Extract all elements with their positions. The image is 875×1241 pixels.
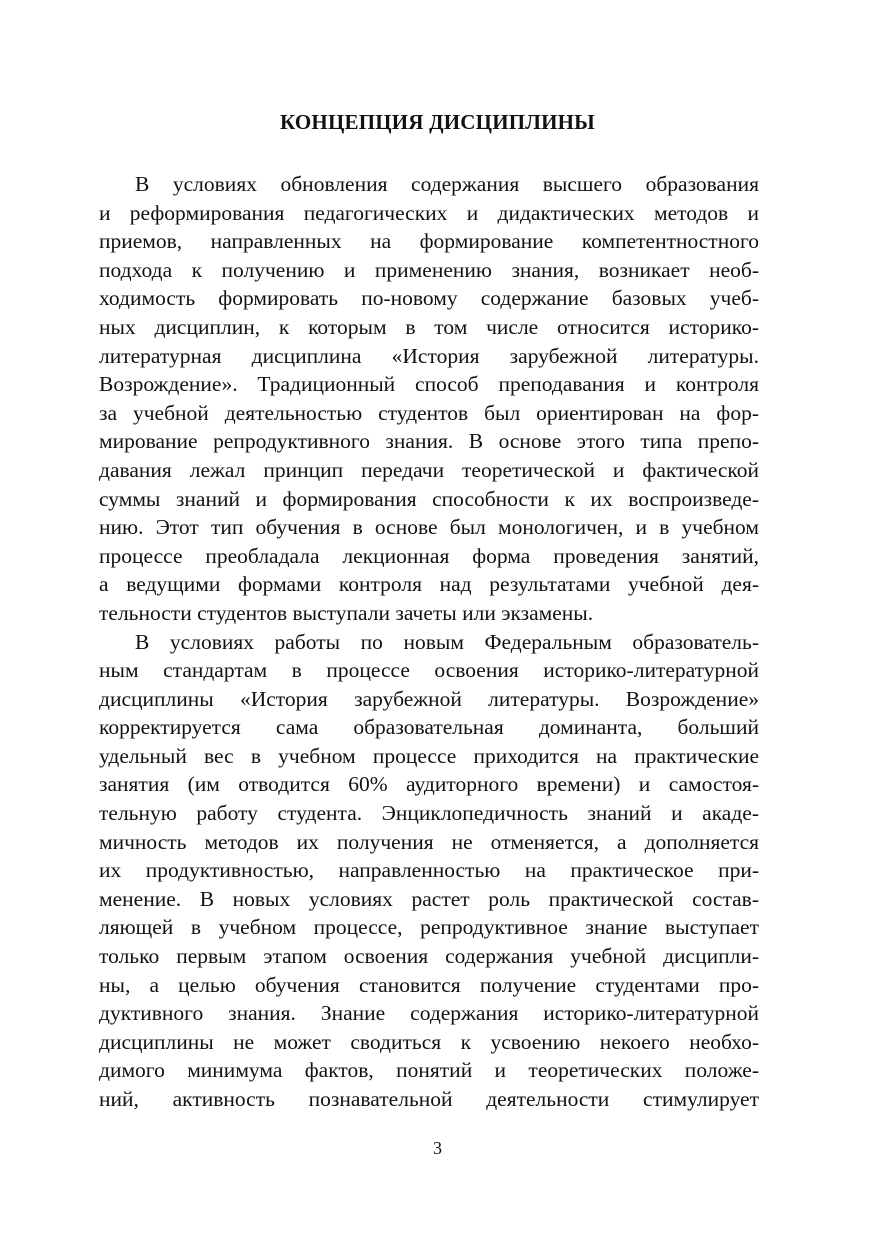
page-number: 3 — [433, 1138, 442, 1158]
text-line: дисциплины «История зарубежной литературы. Возрождение» — [99, 686, 759, 711]
text-line: литературная дисциплина «История зарубежной литературы. — [99, 343, 759, 368]
text-line: и реформирования педагогических и дидактических методов и — [99, 200, 759, 225]
text-line: мичность методов их получения не отменяется, а дополняется — [99, 829, 759, 854]
text-line: суммы знаний и формирования способности к их воспроизведе- — [99, 486, 759, 511]
text-line: ляющей в учебном процессе, репродуктивное знание выступает — [99, 915, 759, 940]
text-line: ным стандартам в процессе освоения историко-литературной — [99, 658, 759, 683]
text-line: димого минимума фактов, понятий и теоретических положе- — [99, 1058, 759, 1083]
page-title: КОНЦЕПЦИЯ ДИСЦИПЛИНЫ — [279, 110, 596, 134]
text-line: В условиях работы по новым Федеральным образователь- — [135, 629, 759, 654]
paragraph-1 — [99, 170, 759, 628]
text-line: а ведущими формами контроля над результатами учебной дея- — [99, 572, 759, 597]
text-line: приемов, направленных на формирование компетентностного — [99, 229, 759, 254]
text-line: только первым этапом освоения содержания учебной дисципли- — [99, 944, 759, 969]
text-line: дисциплины не может сводиться к усвоению некоего необхо- — [99, 1029, 759, 1054]
text-line: дуктивного знания. Знание содержания историко-литературной — [99, 1001, 759, 1026]
text-line: мирование репродуктивного знания. В основе этого типа препо- — [99, 429, 759, 454]
text-line: В условиях обновления содержания высшего образования — [135, 172, 759, 196]
text-line: тельную работу студента. Энциклопедичность знаний и акаде- — [99, 801, 759, 826]
text-line: ходимость формировать по-новому содержание базовых учеб- — [99, 286, 759, 311]
text-line: менение. В новых условиях растет роль практической состав- — [99, 886, 759, 911]
paragraph-2 — [99, 628, 759, 1114]
text-line: корректируется сама образовательная доминанта, больший — [99, 715, 759, 740]
body-text — [99, 170, 759, 1114]
text-line: давания лежал принцип передачи теоретической и фактической — [99, 457, 759, 482]
text-line: нию. Этот тип обучения в основе был монологичен, и в учебном — [99, 515, 759, 540]
text-line: удельный вес в учебном процессе приходится на практические — [99, 743, 759, 768]
text-line: их продуктивностью, направленностью на практическое при- — [99, 858, 759, 883]
text-line: занятия (им отводится 60% аудиторного времени) и самостоя- — [99, 772, 759, 797]
text-line: тельности студентов выступали зачеты или экзамены. — [99, 600, 594, 625]
text-line: процессе преобладала лекционная форма проведения занятий, — [99, 543, 759, 568]
text-line: ны, а целью обучения становится получение студентами про- — [99, 972, 759, 997]
text-line: ных дисциплин, к которым в том числе относится историко- — [99, 314, 759, 339]
text-line: ний, активность познавательной деятельности стимулирует — [99, 1087, 759, 1111]
text-line: Возрождение». Традиционный способ преподавания и контроля — [99, 372, 759, 397]
text-line: подхода к получению и применению знания, возникает необ- — [99, 257, 759, 282]
text-line: за учебной деятельностью студентов был ориентирован на фор- — [99, 400, 759, 425]
